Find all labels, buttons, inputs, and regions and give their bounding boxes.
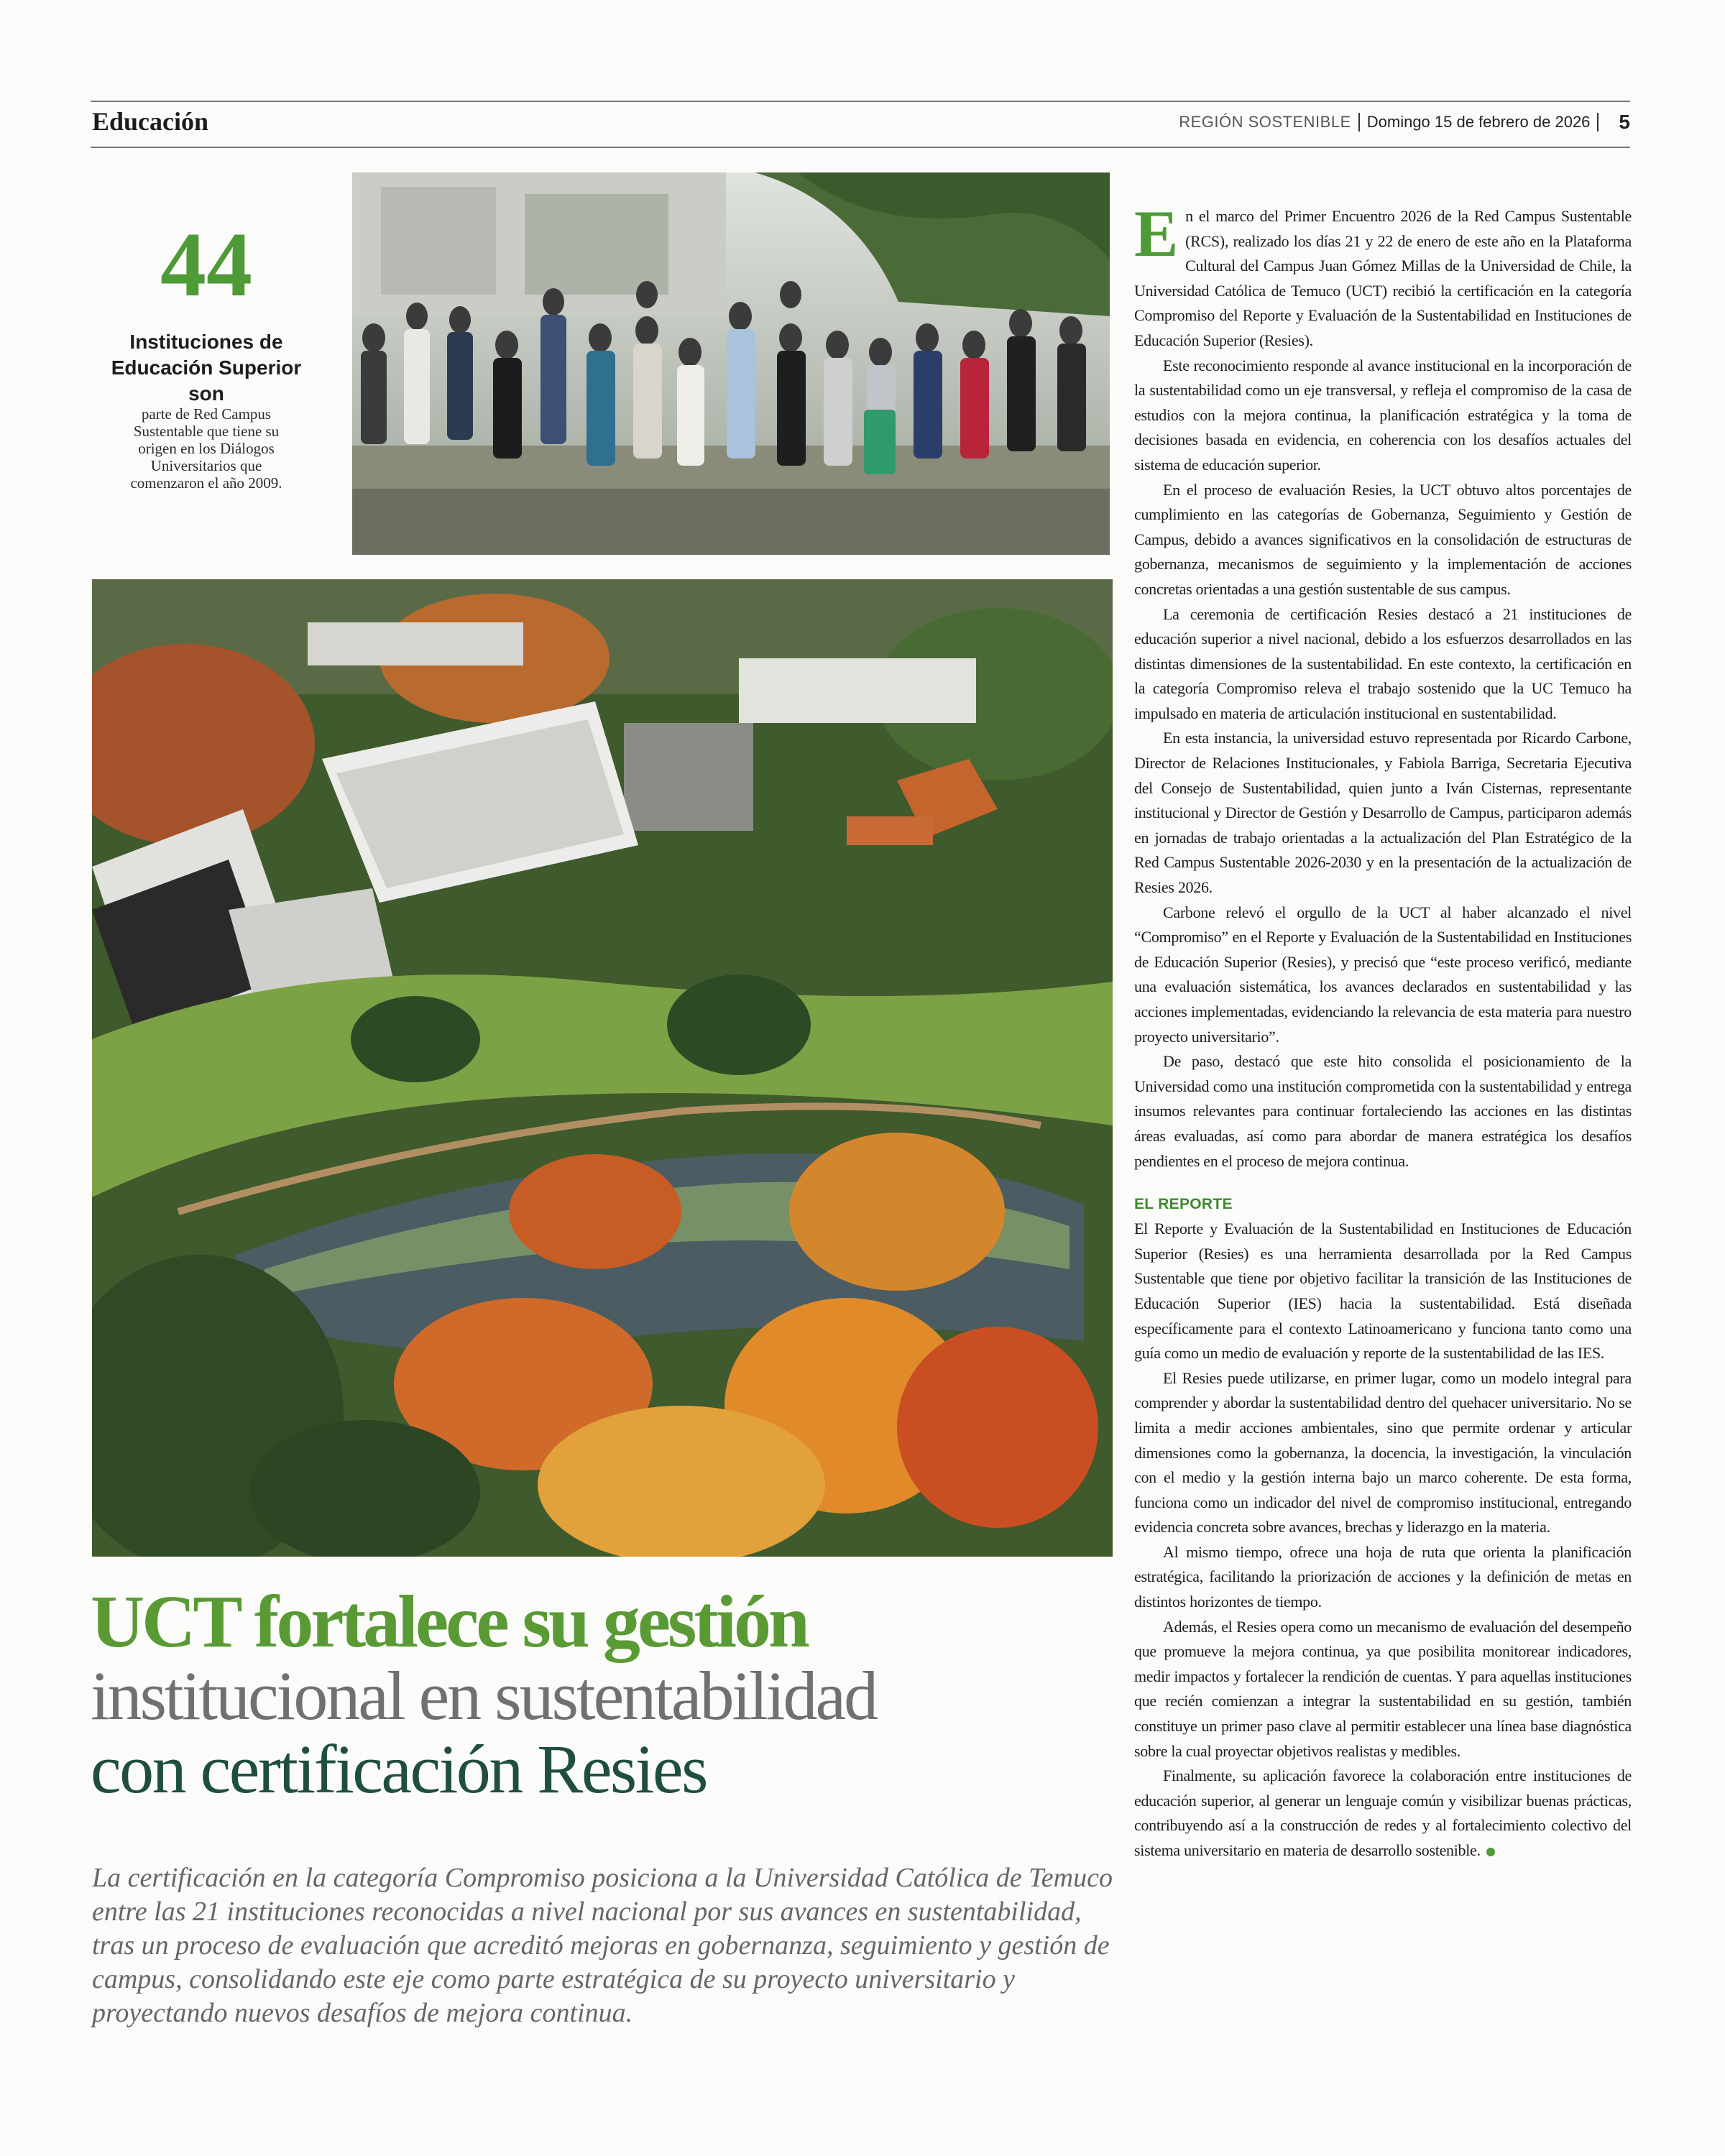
- body-paragraph: Al mismo tiempo, ofrece una hoja de ruta que orienta la planificación estratégica, facilitando la priorización de acciones y la definición de metas en distintos horizontes de tiempo.: [1134, 1542, 1632, 1611]
- group-photo: [352, 172, 1110, 555]
- article-body: [1134, 197, 1632, 1864]
- body-paragraph: Carbone relevó el orgullo de la UCT al haber alcanzado el nivel “Compromiso” en el Reporte y Evaluación de la Sustentabilidad en Instituciones de Educación Superior (Resies), y precisó que “este proceso verificó, mediante una evaluación sistemática, los avances declarados en sustentabilidad y las acciones implementadas, evidenciando la relevancia de esta materia para nuestro proyecto universitario”.: [1134, 903, 1632, 1046]
- header-rule-top: [91, 101, 1630, 102]
- body-paragraph: El Reporte y Evaluación de la Sustentabilidad en Instituciones de Educación Superior (Resies) es una herramienta desarrollada por la Red Campus Sustentable que tiene por objetivo facilitar la transición de las Instituciones de Educación Superior (IES) hacia la sustentabilidad. Está diseñada específicamente para el contexto Latinoamericano y funciona tanto como una guía como un medio de evaluación y reporte de la sustentabilidad de las IES.: [1134, 1220, 1632, 1363]
- article-deck: La certificación en la categoría Compromiso posiciona a la Universidad Católica de Temuco entre las 21 instituciones reconocidas a nivel nacional por sus avances en sustentabilidad, tras un proceso de evaluación que acreditó mejoras en gobernanza, seguimiento y gestión de campus, consolidando este eje como parte estratégica de su proyecto universitario y proyectando nuevos desafíos de mejora continua.: [92, 1863, 1113, 2028]
- body-paragraph: En esta instancia, la universidad estuvo representada por Ricardo Carbone, Director de Relaciones Institucionales, y Fabiola Barriga, Secretaria Ejecutiva del Consejo de Sustentabilidad, quien junto a Iván Cisternas, representante institucional y Director de Gestión y Desarrollo de Campus, participaron además en jornadas de trabajo orientadas a la actualización del Plan Estratégico de la Red Campus Sustentable 2026-2030 y en la presentación de la actualización de Resies 2026.: [1134, 729, 1632, 897]
- stat-small-text: parte de Red Campus Sustentable que tiene su origen en los Diálogos Universitarios que comenzaron el año 2009.: [130, 405, 282, 492]
- header-rule-bottom: [91, 147, 1630, 148]
- end-mark-icon: [1486, 1848, 1495, 1856]
- body-paragraph: La ceremonia de certificación Resies destacó a 21 instituciones de educación superior a nivel nacional, debido a los esfuerzos desarrollados en las distintas dimensiones de la sustentabilidad. En este contexto, la certificación en la categoría Compromiso releva el trabajo sostenido que la UC Temuco ha impulsado en materia de articulación institucional en sustentabilidad.: [1134, 604, 1632, 722]
- body-paragraph: De paso, destacó que este hito consolida el posicionamiento de la Universidad como una institución comprometida con la sustentabilidad y entrega insumos relevantes para continuar fortaleciendo las acciones en las distintas áreas evaluadas, así como para abordar de manera estratégica los desafíos pendientes en el proceso de mejora continua.: [1134, 1052, 1632, 1170]
- section-title: Educación: [92, 107, 209, 136]
- header-meta: [1179, 111, 1630, 134]
- stat-number: 44: [160, 213, 252, 315]
- body-paragraph: El Resies puede utilizarse, en primer lugar, como un modelo integral para comprender y abordar la sustentabilidad dentro del quehacer universitario. No se limita a medir acciones ambientales, sino que permite ordenar y articular dimensiones como la gobernanza, la docencia, la investigación, la vinculación con el medio y la gestión interna bajo un marco coherente. De esta forma, funciona como un indicador del nivel de compromiso institucional, entregando evidencia concreta sobre avances, brechas y liderazgo en la materia.: [1134, 1368, 1632, 1537]
- body-paragraph: Además, el Resies opera como un mecanismo de evaluación del desempeño que promueve la mejora continua, ya que posibilita monitorear indicadores, medir impactos y fortalecer la rendición de cuentas. Y para aquellas instituciones que recién comienzan a integrar la sustentabilidad en su gestión, también constituye un primer paso clave al permitir establecer una línea base diagnóstica sobre la cual proyectar objetivos realistas y medibles.: [1134, 1617, 1632, 1760]
- stat-bold-text: Instituciones de Educación Superior son: [111, 331, 302, 405]
- body-paragraph: En el marco del Primer Encuentro 2026 de la Red Campus Sustentable (RCS), realizado los días 21 y 22 de enero de este año en la Plataforma Cultural del Campus Juan Gómez Millas de la Universidad de Chile, la Universidad Católica de Temuco (UCT) recibió la certificación en la categoría Compromiso del Reporte y Evaluación de la Sustentabilidad en Instituciones de Educación Superior (Resies).: [1134, 197, 1632, 349]
- section-subhead: EL REPORTE: [1134, 1196, 1233, 1213]
- header-divider: [1597, 113, 1598, 132]
- body-paragraph: En el proceso de evaluación Resies, la UCT obtuvo altos porcentajes de cumplimiento en las categorías de Gobernanza, Seguimiento y Gestión de Campus, debido a avances significativos en la consolidación de estructuras de gobernanza, mecanismos de seguimiento y la implementación de acciones concretas orientadas a una gestión sustentable de sus campus.: [1134, 480, 1632, 598]
- drop-cap: E: [1134, 197, 1179, 270]
- campus-aerial-photo: [92, 579, 1113, 1557]
- headline-line-2: institucional en sustentabilidad: [91, 1657, 877, 1734]
- headline-line-3: con certificación Resies: [91, 1731, 707, 1807]
- body-paragraph: Este reconocimiento responde al avance institucional en la incorporación de la sustentabilidad como un eje transversal, y refleja el compromiso de la casa de estudios con la mejora continua, la planificación estratégica y la toma de decisiones basada en evidencia, en coherencia con los desafíos actuales del sistema de educación superior.: [1134, 356, 1632, 474]
- issue-date: Domingo 15 de febrero de 2026: [1366, 113, 1591, 131]
- headline-line-1: UCT fortalece su gestión: [91, 1580, 807, 1663]
- body-paragraph: Finalmente, su aplicación favorece la colaboración entre instituciones de educación superior, al generar un lenguaje común y visibilizar buenas prácticas, contribuyendo así a la construcción de redes y al fortalecimiento colectivo del sistema universitario en materia de desarrollo sostenible.: [1134, 1766, 1632, 1859]
- header-divider: [1358, 113, 1360, 132]
- page-number: 5: [1619, 111, 1630, 133]
- supplement-name: REGIÓN SOSTENIBLE: [1179, 113, 1351, 131]
